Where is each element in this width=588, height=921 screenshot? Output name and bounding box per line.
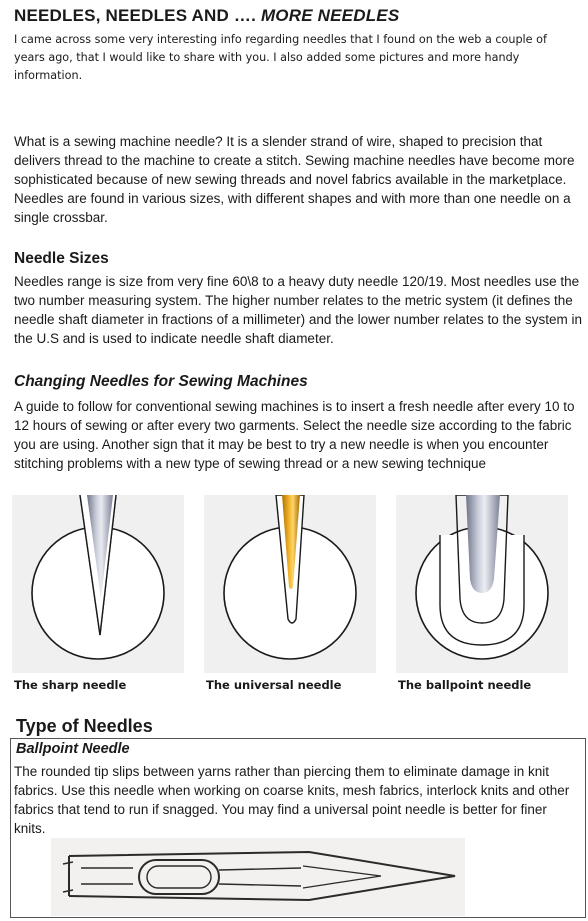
universal-needle-drawing [204,495,376,673]
ballpoint-needle-diagram [51,838,465,916]
ballpoint-needle-box [10,738,586,918]
page-title [14,6,399,26]
sharp-needle-image [12,495,184,673]
sharp-needle-caption: The sharp needle [14,678,127,692]
type-of-needles-heading: Type of Needles [16,716,153,736]
universal-needle-image [204,495,376,673]
intro-paragraph: I came across some very interesting info regarding needles that I found on the web a couple of years ago, that I would like to share with you. I also added some pictures and more handy information. [14,33,547,82]
title-main: NEEDLES, NEEDLES AND …. [14,6,261,25]
ballpoint-needle-heading: Ballpoint Needle [16,741,130,757]
needle-sizes-paragraph: Needles range is size from very fine 60\8 to a heavy duty needle 120/19. Most needles use the two number measuring system. The higher number relates to the metric system (it defines the needle shaft diameter in fractions of a millimeter) and the lower number relates to the system in the U.S and is used to indicate needle shaft diameter. [14,274,583,346]
changing-needles-heading: Changing Needles for Sewing Machines [14,373,308,390]
ballpoint-needle-image [396,495,568,673]
title-emphasis: MORE NEEDLES [260,6,400,25]
ballpoint-needle-paragraph: The rounded tip slips between yarns rather than piercing them to eliminate damage in knit fabrics. Use this needle when working on coarse knits, mesh fabrics, interlock knits and other fabrics that tend to run if snagged. You may find a universal point needle is better for finer knits. [14,764,570,836]
sharp-needle-drawing [12,495,184,673]
ballpoint-needle-drawing [396,495,568,673]
needle-sizes-heading: Needle Sizes [14,250,109,267]
ballpoint-needle-diagram-drawing [51,838,465,916]
changing-needles-paragraph: A guide to follow for conventional sewing machines is to insert a fresh needle after every 10 to 12 hours of sewing or after every two garments. Select the needle size according to the fabric you are using. Another sign that it may be best to try a new needle is when you encounter stitching problems with a new type of sewing thread or a new sewing technique [14,399,575,471]
universal-needle-caption: The universal needle [206,678,342,692]
ballpoint-needle-caption: The ballpoint needle [398,678,532,692]
what-is-paragraph: What is a sewing machine needle? It is a slender strand of wire, shaped to precision that delivers thread to the machine to create a stitch. Sewing machine needles have become more sophisticated because of new sewing threads and novel fabrics available in the marketplace. Needles are found in various sizes, with different shapes and with more than one needle on a single crossbar. [14,134,575,225]
